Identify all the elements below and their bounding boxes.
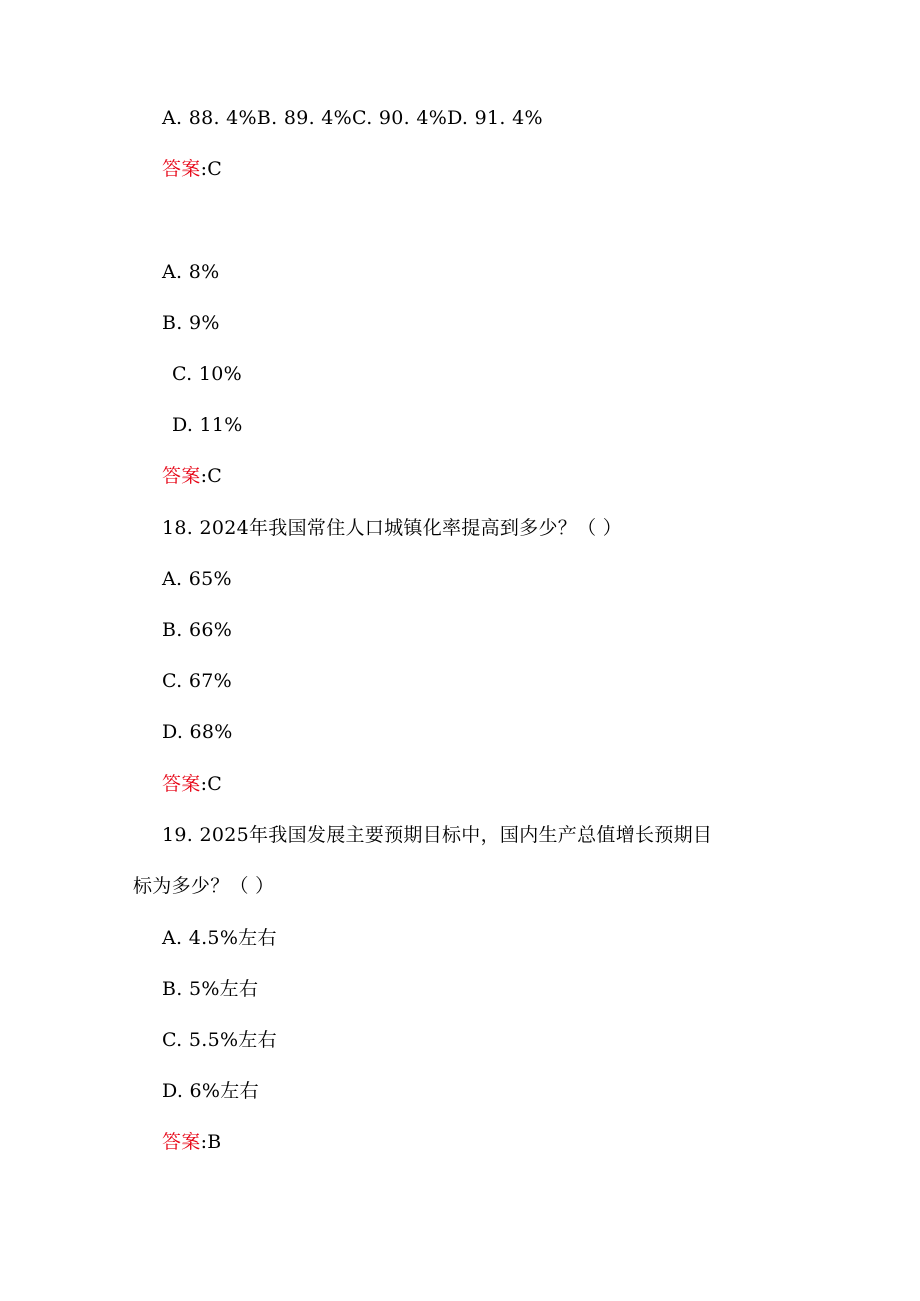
options-line: A. 88. 4%B. 89. 4%C. 90. 4%D. 91. 4% xyxy=(162,107,543,129)
option-c: C. 10% xyxy=(172,363,242,385)
option-c: C. 67% xyxy=(162,670,232,692)
question-19-line2: 标为多少？（ ） xyxy=(133,875,275,897)
answer-label: 答案 xyxy=(162,773,201,795)
option-a: A. 4.5%左右 xyxy=(162,927,277,949)
answer-line xyxy=(162,1130,222,1154)
option-d: D. 11% xyxy=(172,414,243,436)
answer-line xyxy=(162,772,222,796)
answer-value: :C xyxy=(200,465,223,487)
answer-value: :C xyxy=(200,773,223,795)
option-d: D. 6%左右 xyxy=(162,1080,259,1102)
option-b: B. 9% xyxy=(162,312,220,334)
answer-value: :B xyxy=(200,1131,222,1153)
option-a: A. 8% xyxy=(162,261,220,283)
answer-label: 答案 xyxy=(162,465,201,487)
option-d: D. 68% xyxy=(162,721,233,743)
answer-line xyxy=(162,157,222,181)
option-b: B. 66% xyxy=(162,619,233,641)
option-b: B. 5%左右 xyxy=(162,978,259,1000)
question-19-line1: 19. 2025年我国发展主要预期目标中，国内生产总值增长预期目 xyxy=(162,824,713,846)
answer-line xyxy=(162,464,222,488)
option-a: A. 65% xyxy=(162,568,232,590)
answer-value: :C xyxy=(200,158,223,180)
answer-label: 答案 xyxy=(162,1131,201,1153)
option-c: C. 5.5%左右 xyxy=(162,1029,277,1051)
question-18: 18. 2024年我国常住人口城镇化率提高到多少？（ ） xyxy=(162,517,623,539)
answer-label: 答案 xyxy=(162,158,201,180)
